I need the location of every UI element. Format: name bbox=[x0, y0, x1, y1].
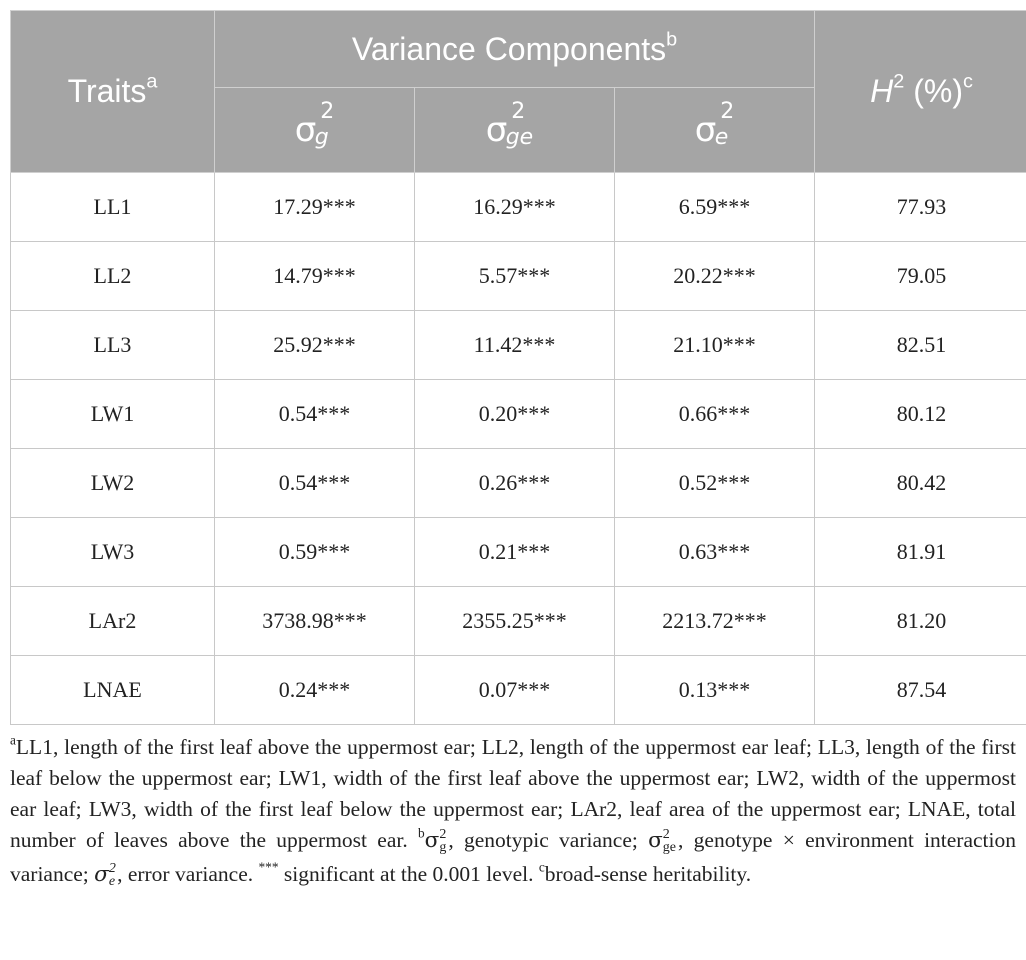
sigma-exponent: 2 bbox=[108, 861, 116, 876]
trait-cell: LW3 bbox=[11, 518, 215, 587]
interaction-variance-cell: 0.07*** bbox=[415, 656, 615, 725]
heritability-cell: 79.05 bbox=[815, 242, 1026, 311]
genotypic-variance-cell: 0.24*** bbox=[215, 656, 415, 725]
header-sigma-g bbox=[215, 88, 415, 173]
genotypic-variance-cell: 17.29*** bbox=[215, 173, 415, 242]
sigma-subscript: g bbox=[439, 840, 447, 855]
footnote-sigma-ge bbox=[648, 825, 678, 859]
heritability-cell: 80.12 bbox=[815, 380, 1026, 449]
sigma-exponent: 2 bbox=[720, 98, 735, 124]
interaction-variance-cell: 2355.25*** bbox=[415, 587, 615, 656]
header-h2-exponent: 2 bbox=[893, 70, 905, 93]
sigma-char: σ bbox=[424, 828, 440, 853]
footnote-significance-text: significant at the 0.001 level. bbox=[278, 862, 539, 886]
header-variance-sup: b bbox=[666, 28, 678, 51]
sigma-e-symbol bbox=[694, 98, 735, 150]
sigma-subscript: ge bbox=[662, 840, 677, 855]
genotypic-variance-cell: 0.54*** bbox=[215, 449, 415, 518]
header-traits-sup: a bbox=[146, 70, 158, 93]
trait-cell: LL3 bbox=[11, 311, 215, 380]
footnote-g-text: , genotypic variance; bbox=[448, 828, 649, 852]
footnote-ge-text: , genotype × environment interaction variance; bbox=[10, 828, 1017, 886]
table-row bbox=[11, 587, 1026, 656]
table-row bbox=[11, 380, 1026, 449]
footnote-a-mark: a bbox=[10, 732, 16, 748]
sigma-ge-symbol bbox=[485, 98, 544, 150]
sigma-exponent: 2 bbox=[439, 827, 447, 842]
sigma-exponent: 2 bbox=[320, 98, 335, 124]
trait-cell: LW1 bbox=[11, 380, 215, 449]
table-row bbox=[11, 311, 1026, 380]
table-row bbox=[11, 518, 1026, 587]
footnote-b-mark: b bbox=[418, 825, 425, 841]
sigma-exponent: 2 bbox=[511, 98, 526, 124]
header-h2-sup: c bbox=[962, 70, 973, 93]
footnote-e-text: , error variance. bbox=[117, 862, 259, 886]
error-variance-cell: 2213.72*** bbox=[615, 587, 815, 656]
genotypic-variance-cell: 14.79*** bbox=[215, 242, 415, 311]
sigma-char: σ bbox=[294, 109, 317, 150]
trait-cell: LNAE bbox=[11, 656, 215, 725]
header-variance-label: Variance Components bbox=[351, 30, 667, 67]
variance-components-table bbox=[10, 10, 1026, 725]
sigma-subscript: e bbox=[714, 124, 729, 150]
sigma-exponent: 2 bbox=[662, 827, 670, 842]
header-sigma-ge bbox=[415, 88, 615, 173]
table-row bbox=[11, 656, 1026, 725]
sigma-subscript: g bbox=[314, 124, 329, 150]
interaction-variance-cell: 0.21*** bbox=[415, 518, 615, 587]
sigma-subscript: e bbox=[108, 874, 116, 889]
table-row bbox=[11, 449, 1026, 518]
heritability-cell: 81.91 bbox=[815, 518, 1026, 587]
heritability-cell: 80.42 bbox=[815, 449, 1026, 518]
genotypic-variance-cell: 3738.98*** bbox=[215, 587, 415, 656]
trait-cell: LL2 bbox=[11, 242, 215, 311]
error-variance-cell: 21.10*** bbox=[615, 311, 815, 380]
error-variance-cell: 0.63*** bbox=[615, 518, 815, 587]
error-variance-cell: 20.22*** bbox=[615, 242, 815, 311]
heritability-cell: 81.20 bbox=[815, 587, 1026, 656]
trait-cell: LW2 bbox=[11, 449, 215, 518]
header-heritability bbox=[815, 11, 1026, 173]
header-traits bbox=[11, 11, 215, 173]
heritability-cell: 82.51 bbox=[815, 311, 1026, 380]
footnote-c-mark: c bbox=[538, 859, 545, 875]
genotypic-variance-cell: 0.54*** bbox=[215, 380, 415, 449]
table-row bbox=[11, 173, 1026, 242]
sigma-char: σ bbox=[94, 862, 109, 887]
interaction-variance-cell: 16.29*** bbox=[415, 173, 615, 242]
sigma-char: σ bbox=[485, 109, 508, 150]
sigma-subscript: ge bbox=[505, 124, 534, 150]
trait-cell: LL1 bbox=[11, 173, 215, 242]
footnote-significance-mark: *** bbox=[258, 859, 279, 875]
sigma-char: σ bbox=[648, 828, 663, 853]
sigma-g-symbol bbox=[294, 98, 335, 150]
heritability-cell: 77.93 bbox=[815, 173, 1026, 242]
genotypic-variance-cell: 25.92*** bbox=[215, 311, 415, 380]
interaction-variance-cell: 5.57*** bbox=[415, 242, 615, 311]
error-variance-cell: 0.13*** bbox=[615, 656, 815, 725]
interaction-variance-cell: 0.26*** bbox=[415, 449, 615, 518]
footnote-sigma-g bbox=[425, 825, 449, 859]
trait-cell: LAr2 bbox=[11, 587, 215, 656]
interaction-variance-cell: 0.20*** bbox=[415, 380, 615, 449]
heritability-cell: 87.54 bbox=[815, 656, 1026, 725]
error-variance-cell: 6.59*** bbox=[615, 173, 815, 242]
footnote-c-text: broad-sense heritability. bbox=[544, 862, 752, 886]
header-h2-unit: (%) bbox=[904, 73, 963, 109]
error-variance-cell: 0.52*** bbox=[615, 449, 815, 518]
table-row bbox=[11, 242, 1026, 311]
genotypic-variance-cell: 0.59*** bbox=[215, 518, 415, 587]
sigma-char: σ bbox=[694, 109, 717, 150]
footnote-a-text: LL1, length of the first leaf above the uppermost ear; LL2, length of the uppermost ear leaf; LL3, length of the first leaf below the uppermost ear; LW1, width of the first leaf above the uppermost ear; LW2, width of the uppermost ear leaf; LW3, width of the first leaf below the uppermost ear; LAr2, leaf area of the uppermost ear; LNAE, total number of leaves above the uppermost ear. bbox=[10, 735, 1016, 852]
header-variance-components bbox=[215, 11, 815, 88]
footnote-sigma-e bbox=[94, 859, 117, 893]
header-h2-symbol: H bbox=[870, 73, 894, 109]
header-traits-label: Traits bbox=[67, 73, 147, 109]
table-footnote bbox=[10, 732, 1016, 893]
error-variance-cell: 0.66*** bbox=[615, 380, 815, 449]
interaction-variance-cell: 11.42*** bbox=[415, 311, 615, 380]
header-sigma-e bbox=[615, 88, 815, 173]
